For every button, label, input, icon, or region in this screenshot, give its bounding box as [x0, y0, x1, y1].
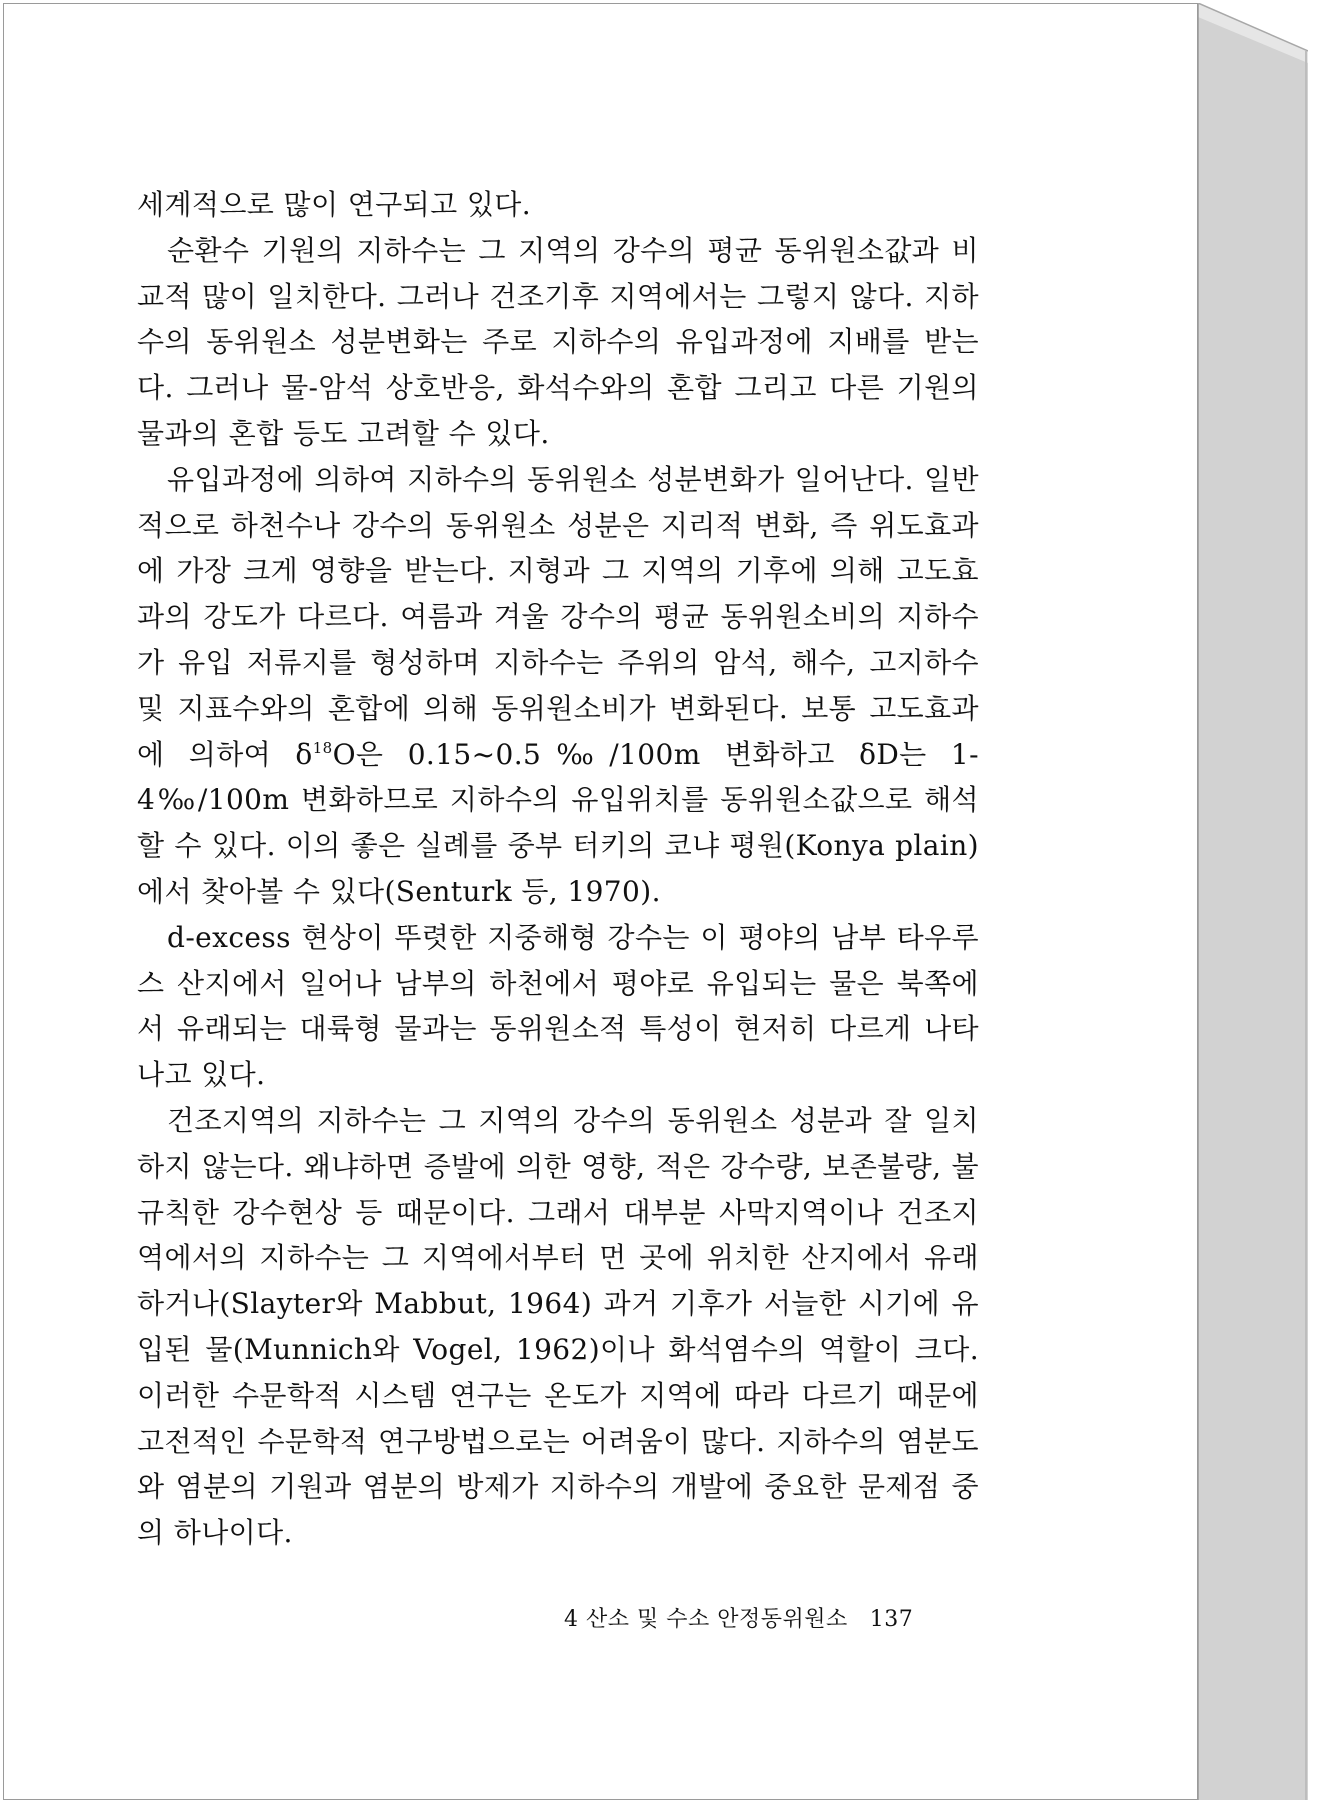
- paragraph-4: d-excess 현상이 뚜렷한 지중해형 강수는 이 평야의 남부 타우루스 산지에서 일어나 남부의 하천에서 평야로 유입되는 물은 북쪽에서 유래되는 대륙형 물과는 동위원소적 특성이 현저히 다르게 나타나고 있다.: [137, 920, 979, 1092]
- page-stack-shape: [1198, 3, 1308, 1800]
- page-number: 137: [869, 1607, 914, 1632]
- paragraph-3: [137, 457, 979, 915]
- paragraph-3-part-1: 유입과정에 의하여 지하수의 동위원소 성분변화가 일어난다. 일반적으로 하천수나 강수의 동위원소 성분은 지리적 변화, 즉 위도효과에 가장 크게 영향을 받는다. 지형과 그 지역의 기후에 의해 고도효과의 강도가 다르다. 여름과 겨울 강수의 평균 동위원소비의 지하수가 유입 저류지를 형성하며 지하수는 주위의 암석, 해수, 고지하수 및 지표수와의 혼합에 의해 동위원소비가 변화된다. 보통 고도효과에 의하여 δ: [137, 462, 979, 771]
- page-footer: [564, 1602, 964, 1633]
- paragraph-3-part-2: O은 0.15~0.5‰/100m 변화하고 δD는 1-4‰/100m 변화하므로 지하수의 유입위치를 동위원소값으로 해석할 수 있다. 이의 좋은 실례를 중부 터키의 코냐 평원(Konya plain)에서 찾아볼 수 있다(Senturk 등, 1970).: [137, 737, 980, 908]
- chapter-title: 4 산소 및 수소 안정동위원소: [564, 1607, 848, 1632]
- paragraph-1: 세계적으로 많이 연구되고 있다.: [137, 188, 532, 221]
- isotope-superscript: 18: [312, 738, 333, 757]
- paragraph-2: 순환수 기원의 지하수는 그 지역의 강수의 평균 동위원소값과 비교적 많이 일치한다. 그러나 건조기후 지역에서는 그렇지 않다. 지하수의 동위원소 성분변화는 주로 지하수의 유입과정에 지배를 받는다. 그러나 물-암석 상호반응, 화석수와의 혼합 그리고 다른 기원의 물과의 혼합 등도 고려할 수 있다.: [137, 233, 979, 450]
- page-sheet: [3, 3, 1198, 1800]
- body-text: [137, 182, 979, 1556]
- book-page-stack: [1198, 3, 1308, 1800]
- paragraph-5: 건조지역의 지하수는 그 지역의 강수의 동위원소 성분과 잘 일치하지 않는다. 왜냐하면 증발에 의한 영향, 적은 강수량, 보존불량, 불규칙한 강수현상 등 때문이다. 그래서 대부분 사막지역이나 건조지역에서의 지하수는 그 지역에서부터 먼 곳에 위치한 산지에서 유래하거나(Slayter와 Mabbut, 1964) 과거 기후가 서늘한 시기에 유입된 물(Munnich와 Vogel, 1962)이나 화석염수의 역할이 크다. 이러한 수문학적 시스템 연구는 온도가 지역에 따라 다르기 때문에 고전적인 수문학적 연구방법으로는 어려움이 많다. 지하수의 염분도와 염분의 기원과 염분의 방제가 지하수의 개발에 중요한 문제점 중의 하나이다.: [137, 1103, 979, 1550]
